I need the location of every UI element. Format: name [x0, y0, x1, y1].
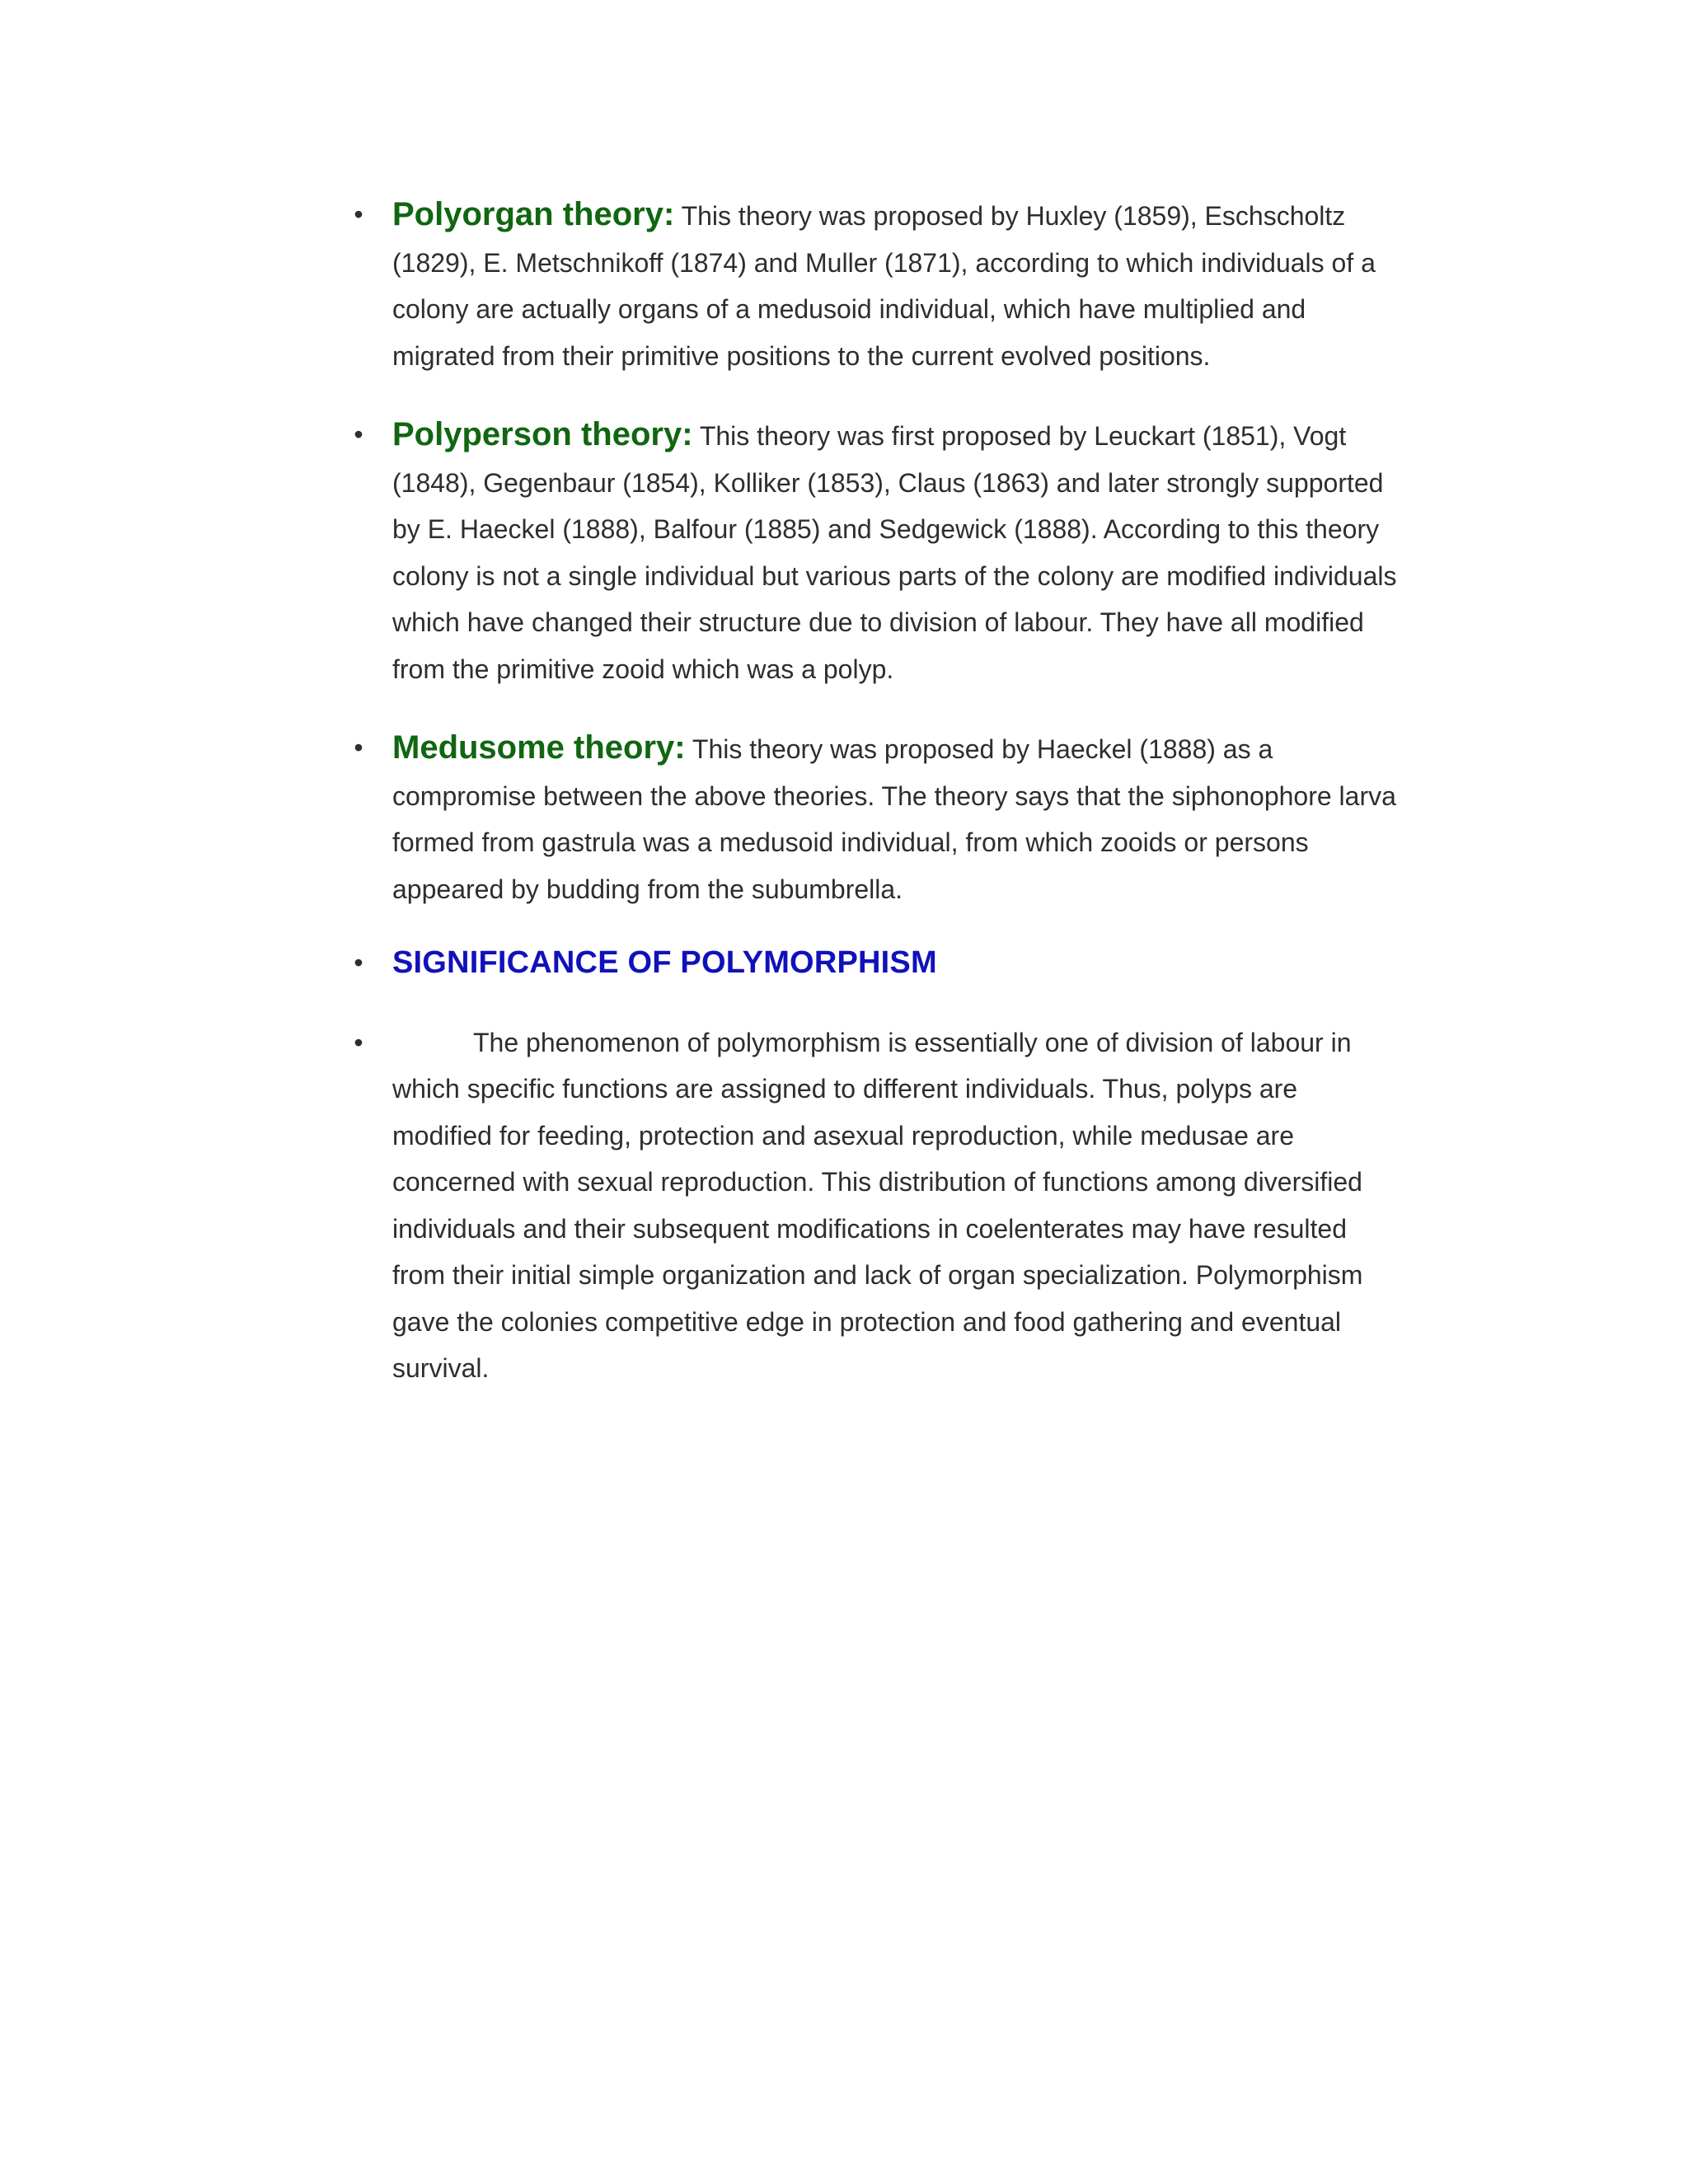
text-line: colony are actually organs of a medusoid individual, which have multiplied and — [392, 294, 1306, 324]
text-line: formed from gastrula was a medusoid individual, from which zooids or persons — [392, 827, 1309, 857]
text-line: gave the colonies competitive edge in protection and food gathering and eventual — [392, 1306, 1342, 1337]
bullet-icon: • — [354, 419, 363, 449]
bullet-icon: • — [354, 733, 363, 762]
text-line: individuals and their subsequent modifications in coelenterates may have resulted — [392, 1213, 1348, 1244]
text-line: (1848), Gegenbaur (1854), Kolliker (1853), Claus (1863) and later strongly supported — [392, 467, 1384, 498]
list-item-polyperson-theory — [346, 411, 1484, 692]
text-line: Polyorgan theory: This theory was proposed by Huxley (1859), Eschscholtz — [392, 196, 1346, 232]
text-line: (1829), E. Metschnikoff (1874) and Muller (1871), according to which individuals of a — [392, 247, 1376, 278]
text-line: compromise between the above theories. The theory says that the siphonophore larva — [392, 780, 1396, 811]
list-item-medusome-theory — [346, 724, 1484, 912]
list-item-polymorphism-paragraph — [346, 1019, 1484, 1392]
bullet-icon: • — [354, 1027, 363, 1057]
text-line: modified for feeding, protection and asexual reproduction, while medusae are — [392, 1120, 1294, 1151]
text-line: colony is not a single individual but various parts of the colony are modified individuals — [392, 560, 1397, 591]
list-item-section-heading — [346, 940, 1484, 987]
text-line: The phenomenon of polymorphism is essentially one of division of labour in — [473, 1027, 1352, 1057]
text-line: which have changed their structure due to division of labour. They have all modified — [392, 607, 1364, 637]
text-line: from the primitive zooid which was a polyp. — [392, 654, 894, 684]
text-line: by E. Haeckel (1888), Balfour (1885) and Sedgewick (1888). According to this theory — [392, 514, 1380, 544]
text-line: migrated from their primitive positions to the current evolved positions. — [392, 340, 1211, 371]
term-polyperson-theory: Polyperson theory: — [392, 416, 693, 452]
text-line: which specific functions are assigned to different individuals. Thus, polyps are — [392, 1074, 1298, 1104]
term-polyorgan-theory: Polyorgan theory: — [392, 196, 675, 232]
text-line: Polyperson theory: This theory was first proposed by Leuckart (1851), Vogt — [392, 416, 1347, 452]
text-line: survival. — [392, 1353, 490, 1383]
text-line: from their initial simple organization and lack of organ specialization. Polymorphism — [392, 1260, 1363, 1290]
list-item-polyorgan-theory — [346, 191, 1484, 379]
theory-list — [346, 191, 1484, 1392]
bullet-icon: • — [354, 948, 363, 977]
bullet-icon: • — [354, 199, 363, 229]
text-line: concerned with sexual reproduction. This distribution of functions among diversified — [392, 1167, 1362, 1197]
text-line: appeared by budding from the subumbrella. — [392, 874, 903, 904]
text-line: Medusome theory: This theory was proposed by Haeckel (1888) as a — [392, 729, 1273, 766]
section-heading: SIGNIFICANCE OF POLYMORPHISM — [392, 945, 937, 980]
term-medusome-theory: Medusome theory: — [392, 729, 686, 766]
